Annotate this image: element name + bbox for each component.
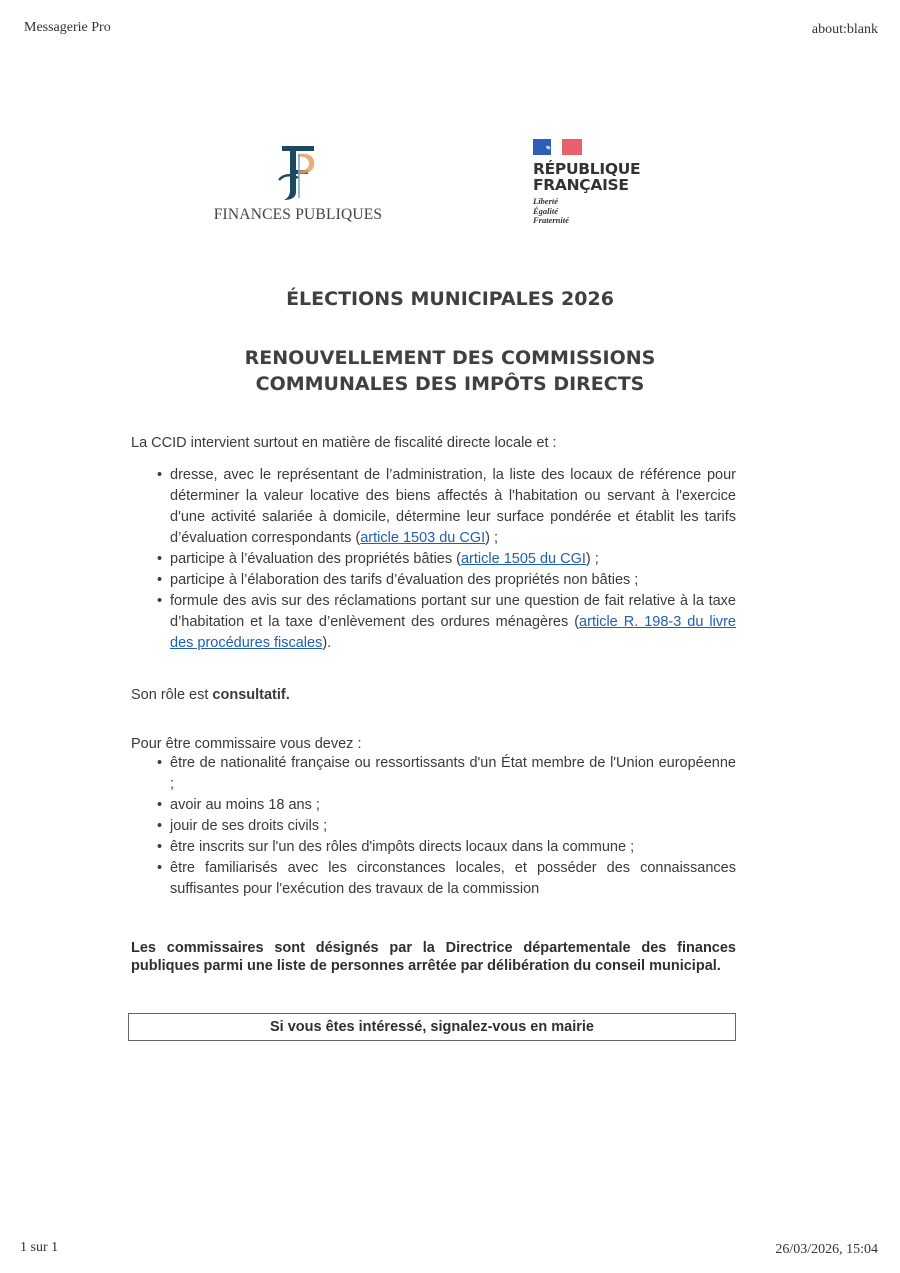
bullet-icon: • (157, 755, 163, 771)
list-item: • avoir au moins 18 ans ; (131, 795, 736, 816)
link-article-1503-cgi[interactable]: article 1503 du CGI (360, 530, 486, 546)
list-item: • formule des avis sur des réclamations portant sur une question de fait relative à la taxe d’habitation et la taxe d’enlèvement des ordures ménagères (article R. 198-3 du livre des procédures fiscales). (157, 593, 736, 651)
list-item: • participe à l’élaboration des tarifs d’évaluation des propriétés non bâties ; (131, 570, 736, 591)
republique-text: RÉPUBLIQUE (533, 160, 641, 178)
page-count: 1 sur 1 (20, 1240, 59, 1255)
requirements-intro: Pour être commissaire vous devez : (131, 736, 362, 752)
list-item: • être de nationalité française ou ressortissants d'un État membre de l'Union européenne ; (157, 755, 736, 792)
bullet-icon: • (157, 797, 163, 813)
bullet-icon: • (157, 818, 163, 834)
fp-monogram-icon (276, 140, 320, 202)
link-article-r198-3-lpf[interactable]: article R. 198-3 du livre des procédures fiscales (170, 614, 736, 651)
designation-paragraph: Les commissaires sont désignés par la Directrice départementale des finances publiques parmi une liste de personnes arrêtée par délibération du conseil municipal. (131, 940, 736, 974)
bullet-icon: • (157, 572, 163, 588)
list-item: • être inscrits sur l'un des rôles d'impôts directs locaux dans la commune ; (131, 837, 736, 858)
marianne-flag-icon (533, 137, 583, 157)
bullet-icon: • (157, 593, 163, 609)
requirements-list (131, 753, 736, 900)
motto (533, 197, 640, 226)
list-item: • dresse, avec le représentant de l’administration, la liste des locaux de référence pour déterminer la valeur locative des biens affectés à l'habitation ou servant à l'exercice d'une activité salariée à domicile, détermine leur surface pondérée et établit les tarifs d’évaluation correspondants (article 1503 du CGI) ; (157, 467, 736, 546)
motto-liberte: Liberté (533, 196, 559, 206)
print-header-url: about:blank (811, 22, 878, 37)
motto-egalite: Égalité (533, 205, 559, 216)
finances-publiques-text: FINANCES PUBLIQUES (213, 206, 383, 223)
republique-francaise-logo (533, 137, 640, 226)
list-item: • être familiarisés avec les circonstances locales, et posséder des connaissances suffisantes pour l'exécution des travaux de la commission (157, 860, 736, 897)
intro-paragraph: La CCID intervient surtout en matière de fiscalité directe locale et : (131, 435, 557, 451)
link-article-1505-cgi[interactable]: article 1505 du CGI (460, 551, 586, 567)
role-paragraph: Son rôle est consultatif. (131, 687, 290, 703)
bullet-icon: • (157, 860, 163, 876)
bullet-icon: • (157, 551, 163, 567)
call-to-action-box: Si vous êtes intéressé, signalez-vous en mairie (128, 1013, 736, 1041)
list-item: • participe à l’évaluation des propriétés bâties (article 1505 du CGI) ; (131, 549, 736, 570)
list-item: • jouir de ses droits civils ; (131, 816, 736, 837)
bullet-icon: • (157, 467, 163, 483)
bullet-icon: • (157, 839, 163, 855)
role-consultatif: consultatif. (212, 687, 290, 703)
subtitle-line-2: COMMUNALES DES IMPÔTS DIRECTS (255, 373, 645, 395)
missions-list (131, 465, 736, 654)
subtitle-line-1: RENOUVELLEMENT DES COMMISSIONS (244, 347, 656, 369)
print-timestamp: 26/03/2026, 15:04 (775, 1242, 878, 1257)
francaise-text: FRANÇAISE (533, 176, 629, 194)
document-subtitle (0, 345, 900, 397)
document-title: ÉLECTIONS MUNICIPALES 2026 (286, 288, 614, 310)
print-header-app-name: Messagerie Pro (24, 20, 111, 35)
motto-fraternite: Fraternité (533, 215, 569, 225)
finances-publiques-logo (213, 140, 383, 224)
